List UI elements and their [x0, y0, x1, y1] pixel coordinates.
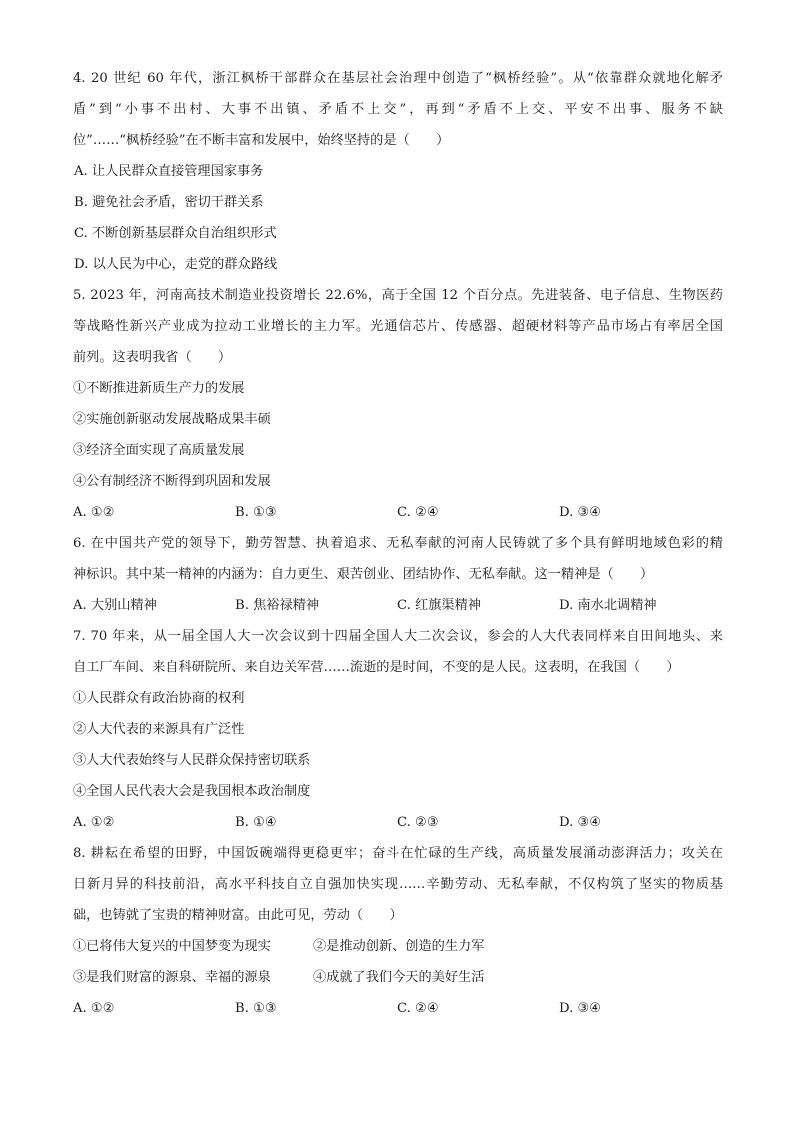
statement-row	[73, 962, 723, 993]
statement-2: ②是推动创新、创造的生力军	[313, 939, 485, 954]
question-stem-line: 盾”到“小事不出村、大事不出镇、矛盾不上交”，再到“矛盾不上交、平安不出事、服务不缺	[73, 102, 723, 117]
statement-row	[73, 931, 723, 962]
statement-3: ③人大代表始终与人民群众保持密切联系	[73, 753, 311, 768]
question-stem-line: 础，也铸就了宝贵的精神财富。由此可见，劳动（ ）	[73, 908, 403, 923]
statement-1: ①人民群众有政治协商的权利	[73, 691, 245, 706]
choice-a: A. ①②	[73, 815, 115, 830]
statement-3: ③是我们财富的源泉、幸福的源泉	[73, 970, 271, 985]
choice-c: C. ②③	[397, 815, 439, 830]
question-stem-line: 神标识。其中某一精神的内涵为：自力更生、艰苦创业、团结协作、无私奉献。这一精神是（ ）	[73, 567, 654, 582]
option-c: C. 不断创新基层群众自治组织形式	[74, 226, 277, 241]
statement-1: ①不断推进新质生产力的发展	[73, 381, 245, 396]
question-stem-line: 6. 在中国共产党的领导下，勤劳智慧、执着追求、无私奉献的河南人民铸就了多个具有鲜明地域色彩的精	[73, 536, 723, 551]
question-6	[73, 528, 723, 621]
choice-d: D. ③④	[559, 1001, 602, 1016]
question-stem-line: 自工厂车间、来自科研院所、来自边关军营……流逝的是时间，不变的是人民。这表明，在我国（ ）	[73, 660, 680, 675]
choice-c: C. ②④	[397, 505, 439, 520]
statement-2: ②人大代表的来源具有广泛性	[73, 722, 245, 737]
choice-row	[73, 497, 723, 528]
statement-2: ②实施创新驱动发展战略成果丰硕	[73, 412, 271, 427]
choice-a: A. ①②	[73, 1001, 115, 1016]
choice-d: D. 南水北调精神	[559, 598, 657, 613]
question-stem-line: 日新月异的科技前沿，高水平科技自立自强加快实现……辛勤劳动、无私奉献，不仅构筑了坚实的物质基	[73, 877, 723, 892]
choice-d: D. ③④	[559, 505, 602, 520]
choice-c: C. 红旗渠精神	[397, 598, 481, 613]
question-stem-line: 位”……“枫桥经验”在不断丰富和发展中，始终坚持的是（ ）	[73, 133, 450, 148]
option-a: A. 让人民群众直接管理国家事务	[74, 164, 264, 179]
question-5	[73, 280, 723, 528]
choice-a: A. ①②	[73, 505, 115, 520]
choice-row	[73, 993, 723, 1024]
statement-1: ①已将伟大复兴的中国梦变为现实	[73, 939, 271, 954]
question-4	[73, 63, 723, 280]
question-stem-line: 5. 2023 年，河南高技术制造业投资增长 22.6%，高于全国 12 个百分点。先进装备、电子信息、生物医药	[73, 288, 723, 303]
choice-d: D. ③④	[559, 815, 602, 830]
choice-a: A. 大别山精神	[73, 598, 157, 613]
question-8	[73, 838, 723, 1024]
choice-b: B. ①③	[235, 1001, 277, 1016]
option-d: D. 以人民为中心，走党的群众路线	[74, 257, 278, 272]
choice-b: B. 焦裕禄精神	[235, 598, 320, 613]
choice-row	[73, 807, 723, 838]
statement-3: ③经济全面实现了高质量发展	[73, 443, 245, 458]
exam-page	[73, 63, 723, 1024]
question-stem-line: 7. 70 年来，从一届全国人大一次会议到十四届全国人大二次会议，参会的人大代表同样来自田间地头、来	[73, 629, 723, 644]
question-stem-line: 4. 20 世纪 60 年代，浙江枫桥干部群众在基层社会治理中创造了“枫桥经验”。从“依靠群众就地化解矛	[73, 71, 723, 86]
question-stem-line: 等战略性新兴产业成为拉动工业增长的主力军。光通信芯片、传感器、超硬材料等产品市场占有率居全国	[73, 319, 723, 334]
choice-b: B. ①④	[235, 815, 277, 830]
choice-row	[73, 590, 723, 621]
statement-4: ④全国人民代表大会是我国根本政治制度	[73, 784, 311, 799]
statement-4: ④成就了我们今天的美好生活	[313, 970, 485, 985]
option-b: B. 避免社会矛盾，密切干群关系	[74, 195, 264, 210]
choice-c: C. ②④	[397, 1001, 439, 1016]
statement-4: ④公有制经济不断得到巩固和发展	[73, 474, 271, 489]
question-7	[73, 621, 723, 838]
question-stem-line: 8. 耕耘在希望的田野，中国饭碗端得更稳更牢；奋斗在忙碌的生产线，高质量发展涌动澎湃活力；攻关在	[73, 846, 723, 861]
choice-b: B. ①③	[235, 505, 277, 520]
question-stem-line: 前列。这表明我省（ ）	[73, 350, 232, 365]
